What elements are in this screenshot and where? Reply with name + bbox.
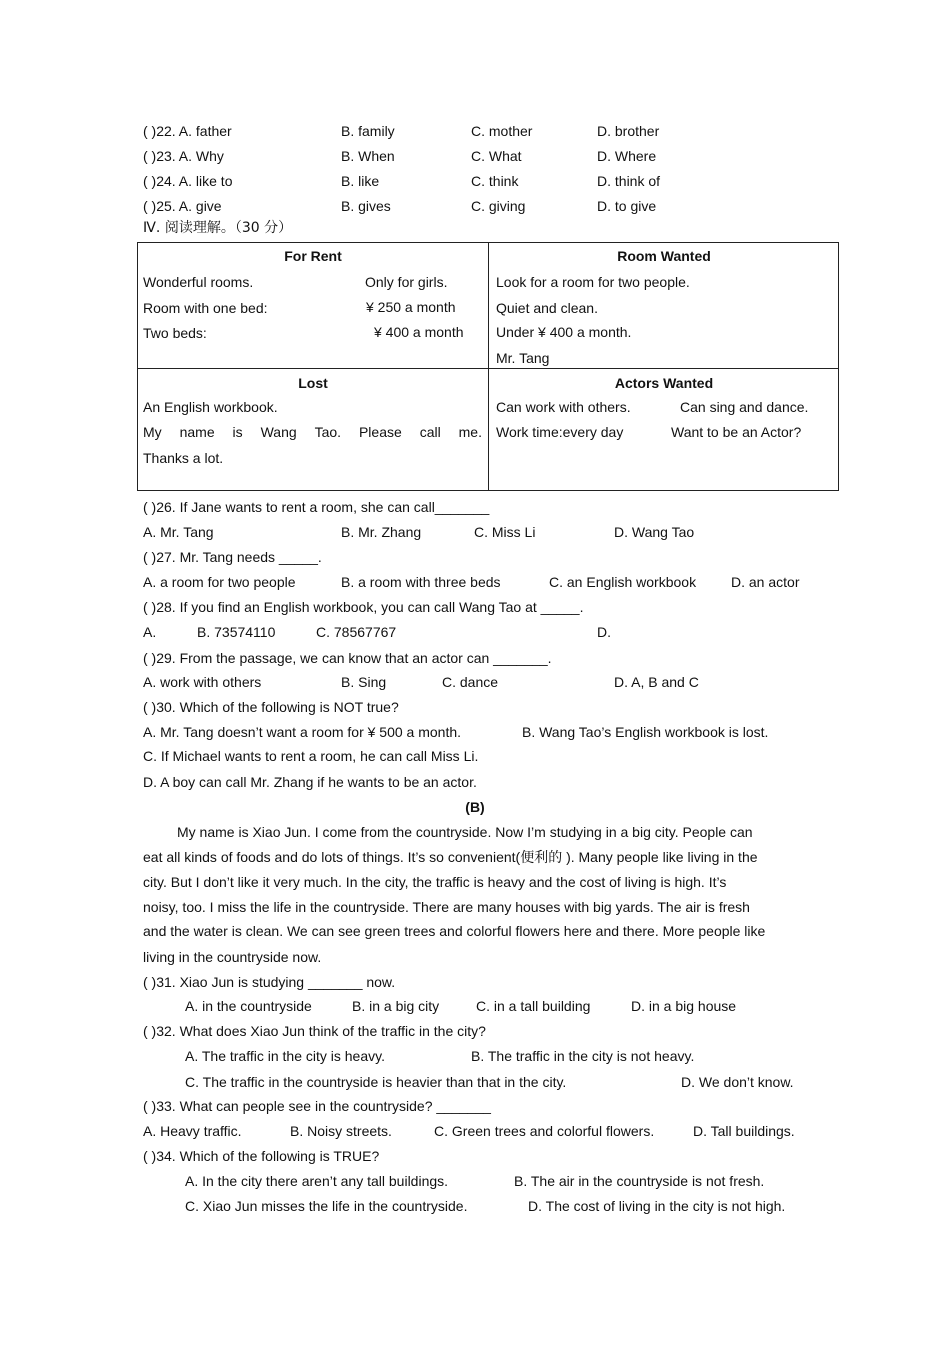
option-b: B. gives (341, 198, 391, 214)
question-number: ( )22. A. father (143, 123, 232, 139)
option-c: C. giving (471, 198, 526, 214)
option-a: A. work with others (143, 674, 262, 690)
ad-text: Can work with others. (496, 399, 631, 415)
question-stem: ( )31. Xiao Jun is studying _______ now. (143, 974, 396, 990)
question-stem: ( )32. What does Xiao Jun think of the traffic in the city? (143, 1023, 486, 1039)
option-d: D. in a big house (631, 998, 737, 1014)
option-d: D. an actor (731, 574, 800, 590)
ad-title: Lost (298, 375, 328, 391)
option-b: B. Wang Tao’s English workbook is lost. (522, 724, 769, 740)
question-stem: ( )28. If you find an English workbook, you can call Wang Tao at _____. (143, 599, 584, 615)
option-c: C. an English workbook (549, 574, 697, 590)
option-d: D. think of (597, 173, 661, 189)
ad-word: is (232, 424, 243, 440)
ad-text: Thanks a lot. (143, 450, 224, 466)
ads-divider (138, 368, 838, 369)
ad-title: Room Wanted (617, 248, 711, 264)
ads-divider (488, 243, 489, 490)
ad-text: Want to be an Actor? (671, 424, 802, 440)
passage-line: My name is Xiao Jun. I come from the countryside. Now I’m studying in a big city. People can (177, 824, 753, 840)
section-label: (B) (465, 799, 485, 815)
option-c: C. Miss Li (474, 524, 536, 540)
ad-word: Please (358, 424, 402, 440)
ad-word: me. (458, 424, 482, 440)
option-b: B. Sing (341, 674, 387, 690)
question-stem: ( )29. From the passage, we can know that an actor can _______. (143, 650, 552, 666)
passage-line: living in the countryside now. (143, 949, 322, 965)
option-d: D. We don’t know. (681, 1074, 794, 1090)
ad-title: Actors Wanted (614, 375, 714, 391)
option-c: C. What (471, 148, 522, 164)
question-stem: ( )26. If Jane wants to rent a room, she can call_______ (143, 499, 490, 515)
passage-line: city. But I don’t like it very much. In the city, the traffic is heavy and the cost of living is high. It’s (143, 874, 727, 890)
option-b: B. a room with three beds (341, 574, 501, 590)
passage-line: noisy, too. I miss the life in the countryside. There are many houses with big yards. The air is fresh (143, 899, 750, 915)
ad-text: Work time:every day (496, 424, 624, 440)
option-d: D. brother (597, 123, 660, 139)
ad-price: ¥ 250 a month (366, 299, 456, 315)
ad-text: Can sing and dance. (680, 399, 809, 415)
option-d: D. The cost of living in the city is not high. (528, 1198, 786, 1214)
option-b: B. in a big city (352, 998, 440, 1014)
option-d: D. A boy can call Mr. Zhang if he wants to be an actor. (143, 774, 477, 790)
option-c: C. dance (442, 674, 499, 690)
ad-word: Tao. (314, 424, 342, 440)
option-b: B. Noisy streets. (290, 1123, 392, 1139)
passage-line: eat all kinds of foods and do lots of things. It’s so convenient(便利的 ). Many people like living in the (143, 849, 758, 865)
question-stem: ( )34. Which of the following is TRUE? (143, 1148, 380, 1164)
option-b: B. The traffic in the city is not heavy. (471, 1048, 695, 1064)
ad-text: Only for girls. (365, 274, 448, 290)
option-b: B. Mr. Zhang (341, 524, 422, 540)
ads-table (137, 242, 839, 491)
ad-title: For Rent (284, 248, 342, 264)
option-b: B. The air in the countryside is not fresh. (514, 1173, 765, 1189)
ad-price: ¥ 400 a month (374, 324, 464, 340)
ad-word: Wang (260, 424, 297, 440)
option-c: C. in a tall building (476, 998, 591, 1014)
option-d: D. Wang Tao (614, 524, 695, 540)
question-number: ( )23. A. Why (143, 148, 224, 164)
ad-text: Two beds: (143, 325, 207, 341)
ad-text: Wonderful rooms. (143, 274, 254, 290)
ad-text: Look for a room for two people. (496, 274, 690, 290)
option-d: D. Where (597, 148, 657, 164)
ad-text: An English workbook. (143, 399, 278, 415)
question-stem: ( )27. Mr. Tang needs _____. (143, 549, 322, 565)
option-b: B. When (341, 148, 395, 164)
option-b: B. like (341, 173, 380, 189)
option-a: A. The traffic in the city is heavy. (185, 1048, 385, 1064)
option-d: D. to give (597, 198, 657, 214)
option-a: A. Mr. Tang (143, 524, 214, 540)
option-c: C. If Michael wants to rent a room, he can call Miss Li. (143, 748, 479, 764)
option-a: A. (143, 624, 157, 640)
passage-line: and the water is clean. We can see green trees and colorful flowers here and there. More people like (143, 923, 766, 939)
ad-word: name (179, 424, 215, 440)
question-number: ( )25. A. give (143, 198, 222, 214)
ad-text: Under ¥ 400 a month. (496, 324, 632, 340)
question-stem: ( )30. Which of the following is NOT true? (143, 699, 399, 715)
ad-word: call (419, 424, 441, 440)
option-c: C. mother (471, 123, 533, 139)
option-a: A. in the countryside (185, 998, 312, 1014)
option-c: C. Green trees and colorful flowers. (434, 1123, 655, 1139)
option-d: D. Tall buildings. (693, 1123, 795, 1139)
ad-text: Mr. Tang (496, 350, 550, 366)
option-a: A. Heavy traffic. (143, 1123, 242, 1139)
option-c: C. The traffic in the countryside is heavier than that in the city. (185, 1074, 567, 1090)
section-heading: Ⅳ. 阅读理解。（30 分） (143, 220, 293, 236)
option-d: D. (597, 624, 611, 640)
ad-text: Room with one bed: (143, 300, 268, 316)
option-a: A. a room for two people (143, 574, 296, 590)
question-stem: ( )33. What can people see in the countryside? _______ (143, 1098, 491, 1114)
option-b: B. 73574110 (197, 624, 276, 640)
option-c: C. Xiao Jun misses the life in the countryside. (185, 1198, 468, 1214)
option-c: C. 78567767 (316, 624, 397, 640)
option-a: A. In the city there aren’t any tall buildings. (185, 1173, 449, 1189)
option-c: C. think (471, 173, 519, 189)
option-d: D. A, B and C (614, 674, 699, 690)
option-a: A. Mr. Tang doesn’t want a room for ¥ 500 a month. (143, 724, 462, 740)
option-b: B. family (341, 123, 395, 139)
ad-text: Quiet and clean. (496, 300, 598, 316)
question-number: ( )24. A. like to (143, 173, 233, 189)
ad-word: My (143, 424, 162, 440)
ad-text (143, 423, 482, 441)
